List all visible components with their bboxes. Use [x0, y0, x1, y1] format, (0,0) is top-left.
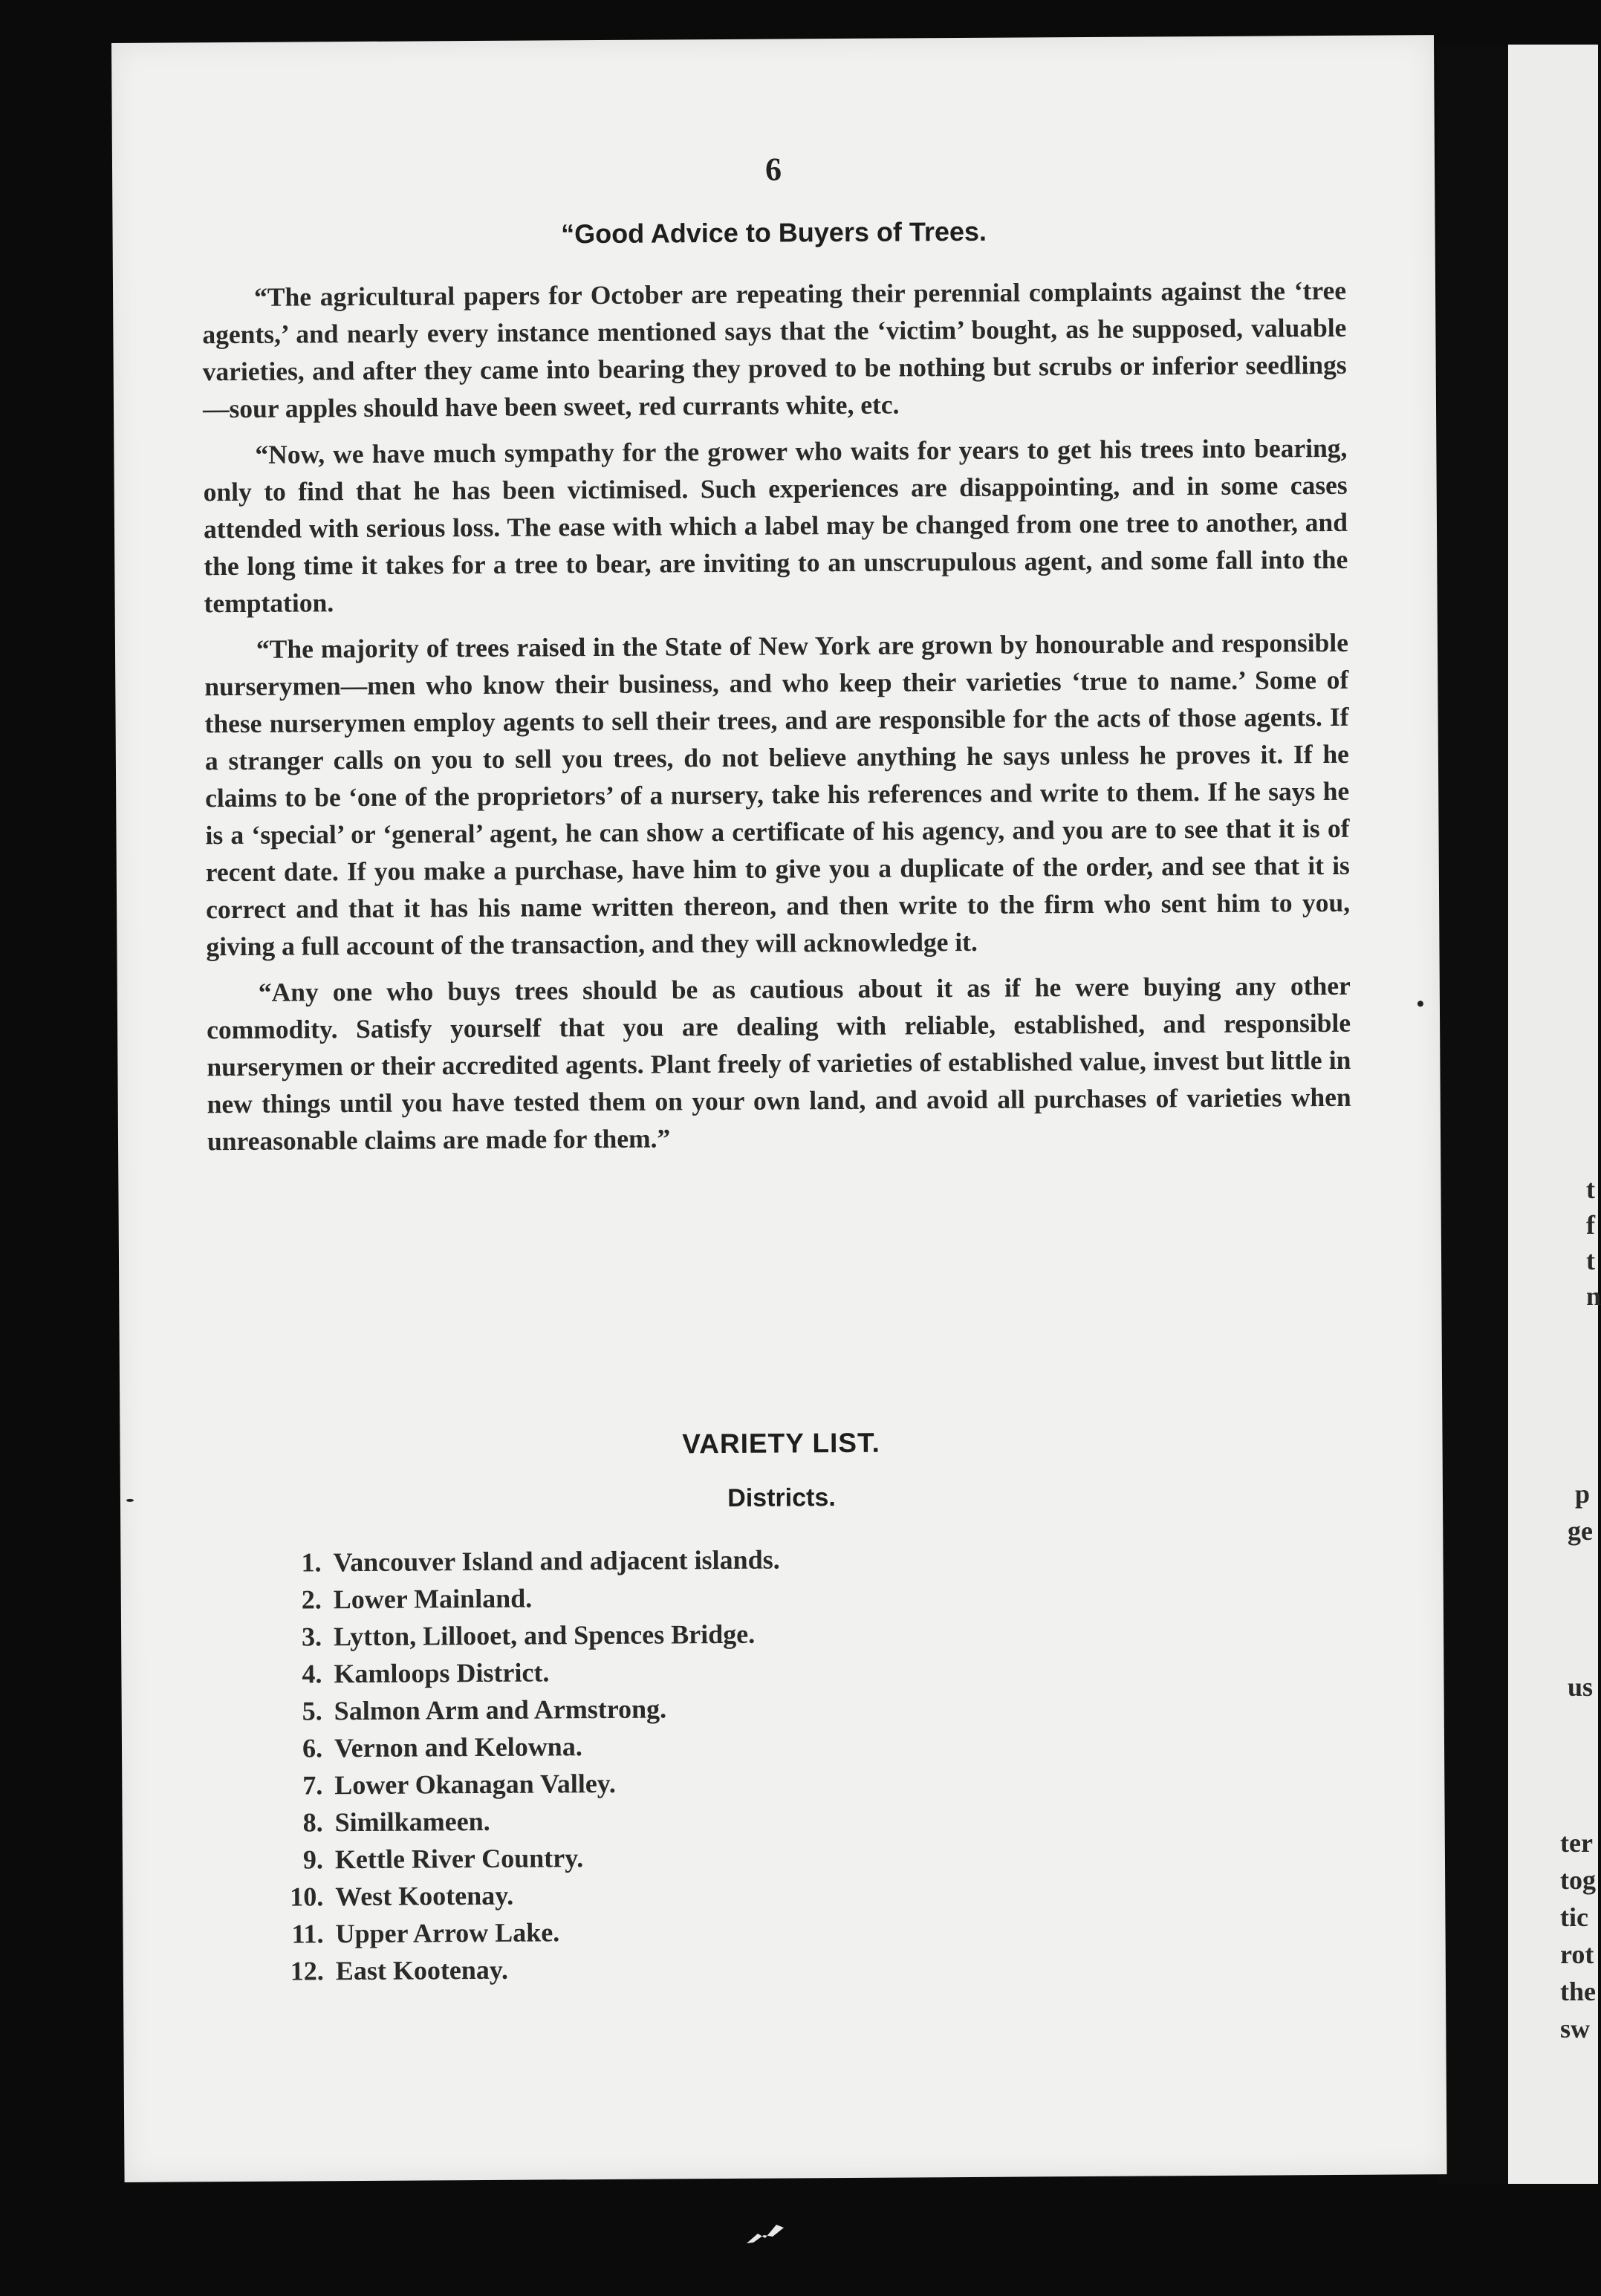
- article-title: “Good Advice to Buyers of Trees.: [561, 215, 987, 250]
- list-item: 1. Vancouver Island and adjacent islands.: [301, 1544, 780, 1578]
- page-number: 6: [764, 151, 782, 188]
- list-item: 6. Vernon and Kelowna.: [302, 1731, 582, 1763]
- book-gutter: [1438, 45, 1508, 2184]
- list-item: 7. Lower Okanagan Valley.: [302, 1768, 616, 1801]
- fragment: p: [1575, 1479, 1591, 1509]
- list-item: 5. Salmon Arm and Armstrong.: [302, 1694, 667, 1726]
- paragraph: “The agricultural papers for October are repeating their perennial complaints against the ‘tree agents,’ and nearly every instance mentioned says that the ‘victim’ bought, as he supposed, valuable varieties, and after they came into bearing they proved to be nothing but scrubs or inferior seedlings—sour apples should have been sweet, red currants white, etc.: [202, 275, 1347, 424]
- fragment: rot: [1560, 1939, 1594, 1969]
- fragment: the: [1560, 1977, 1596, 2006]
- fragment: ge: [1568, 1516, 1593, 1546]
- list-item: 8. Similkameen.: [302, 1806, 490, 1838]
- fragment: tog: [1560, 1865, 1596, 1895]
- list-item: 11. Upper Arrow Lake.: [291, 1917, 560, 1949]
- fragment: f: [1586, 1210, 1595, 1240]
- section-title: VARIETY LIST.: [682, 1427, 880, 1460]
- fragment: sw: [1560, 2014, 1591, 2043]
- section-subtitle: Districts.: [727, 1483, 836, 1512]
- list-item: 10. West Kootenay.: [290, 1880, 514, 1912]
- fragment: tic: [1560, 1902, 1588, 1932]
- paragraph: “Any one who buys trees should be as cautious about it as if he were buying any other commodity. Satisfy yourself that you are dealing with reliable, established, and responsible nurserymen or their accredited agents. Plant freely of varieties of established value, invest but little in new things until you have tested them on your own land, and avoid all purchases of varieties when unreasonable claims are made for them.”: [206, 970, 1351, 1157]
- list-item: 9. Kettle River Country.: [302, 1843, 584, 1875]
- article-body: [202, 272, 1351, 1168]
- list-item: 4. Kamloops District.: [302, 1657, 550, 1689]
- fragment: us: [1568, 1672, 1594, 1702]
- list-item: 12. East Kootenay.: [290, 1954, 508, 1986]
- fragment: t: [1586, 1246, 1595, 1275]
- fragment: ter: [1560, 1828, 1593, 1858]
- speck: [126, 1499, 134, 1502]
- fragment: t: [1586, 1174, 1595, 1204]
- list-item: 2. Lower Mainland.: [301, 1583, 533, 1615]
- list-item: 3. Lytton, Lillooet, and Spences Bridge.: [301, 1619, 756, 1652]
- paragraph: “The majority of trees raised in the State of New York are grown by honourable and responsible nurserymen—men who know their business, and who keep their varieties ‘true to name.’ Some of these nurserymen employ agents to sell their trees, and are responsible for the acts of those agents. If a stranger calls on you to sell you trees, do not believe anything he says unless he proves it. If he claims to be ‘one of the proprietors’ of a nursery, take his references and write to them. If he says he is a ‘special’ or ‘general’ agent, he can show a certificate of his agency, and you are to see that it is of recent date. If you make a purchase, have him to give you a duplicate of the order, and see that it is correct and that it has his name written thereon, and then write to the firm who sent him to you, giving a full account of the transaction, and they will acknowledge it.: [204, 627, 1351, 962]
- smudge-icon: [743, 2217, 787, 2247]
- fragment: n: [1586, 1281, 1601, 1311]
- adjacent-page: [1508, 45, 1598, 2184]
- speck: [1417, 1001, 1423, 1006]
- district-list: [262, 1541, 782, 1990]
- paragraph: “Now, we have much sympathy for the grower who waits for years to get his trees into bearing, only to find that he has been victimised. Such experiences are disappointing, and in some cases attended with serious loss. The ease with which a label may be changed from one tree to another, and the long time it takes for a tree to bear, are inviting to an unscrupulous agent, and some fall into the temptation.: [203, 432, 1348, 619]
- document-page: [111, 35, 1447, 2182]
